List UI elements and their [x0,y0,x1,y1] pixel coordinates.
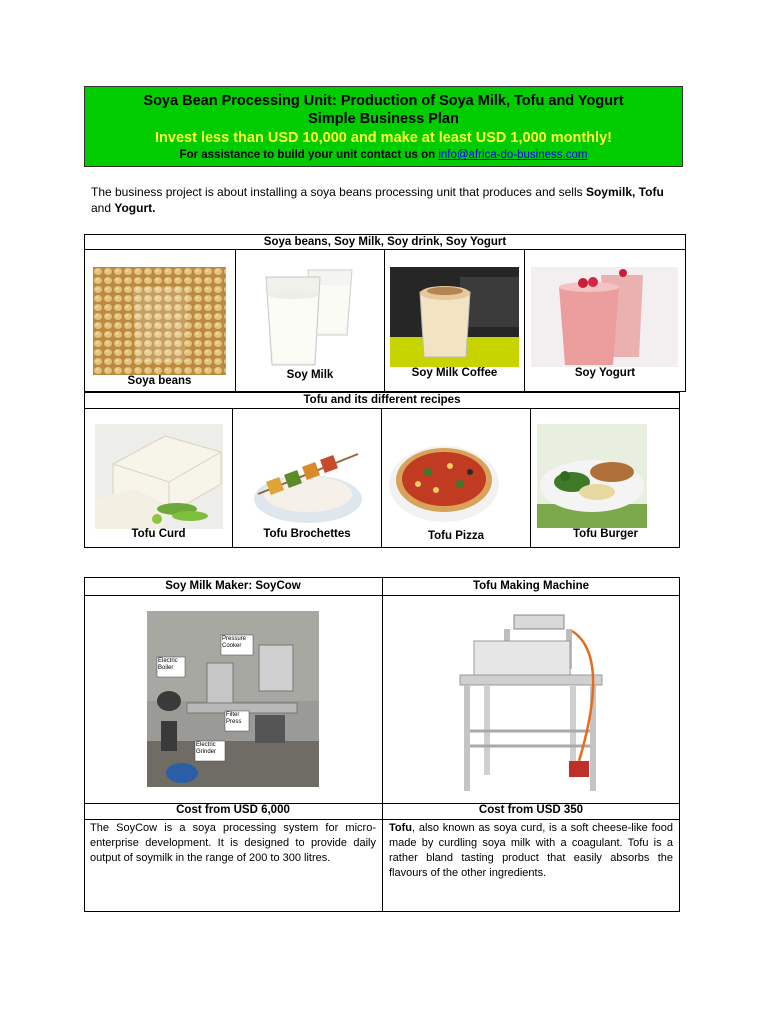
divider [84,249,686,250]
label-electric-boiler: Electric Boiler [158,658,178,671]
tofu-machine-header: Tofu Making Machine [472,580,590,592]
soy-yogurt-image [531,267,678,367]
title-banner [84,86,683,167]
tofu-machine-description: Tofu, also known as soya curd, is a soft cheese-like food made by curdling soya milk with a coagulant. Tofu is a rather bland tasting product that easily absorbs the flavours of the other ingredients. [389,822,673,879]
caption-tofu-burger: Tofu Burger [573,528,638,540]
caption-tofu-curd: Tofu Curd [131,528,186,540]
contact-email-link[interactable]: info@africa-do-business.com [438,149,588,161]
tofu-pizza-image [388,424,500,528]
divider [381,408,382,548]
banner-title: Soya Bean Processing Unit: Production of Soya Milk, Tofu and Yogurt [143,93,624,109]
banner-subtitle: Simple Business Plan [308,111,459,127]
tofu-recipes-header: Tofu and its different recipes [303,394,461,406]
caption-soy-yogurt: Soy Yogurt [574,367,636,379]
caption-soy-milk-coffee: Soy Milk Coffee [411,367,498,379]
soycow-header: Soy Milk Maker: SoyCow [165,580,301,592]
label-filter-press: Filter Press [226,712,242,725]
label-pressure-cooker: Pressure Cooker [222,636,247,649]
banner-tagline: Invest less than USD 10,000 and make at least USD 1,000 monthly! [155,130,612,146]
soy-milk-coffee-image [390,267,519,367]
divider [382,577,383,912]
label-electric-grinder: Electric Grinder [196,742,217,755]
tofu-machine-image [454,611,606,801]
soycow-image [147,611,319,787]
tofu-brochettes-image [253,424,363,528]
soy-milk-image [258,265,358,370]
caption-soy-milk: Soy Milk [286,369,334,381]
divider [84,408,680,409]
caption-tofu-brochettes: Tofu Brochettes [263,528,351,540]
products-header: Soya beans, Soy Milk, Soy drink, Soy Yogurt [263,236,507,248]
caption-tofu-pizza: Tofu Pizza [427,530,484,542]
soya-beans-image [93,267,226,375]
soycow-description: The SoyCow is a soya processing system for micro-enterprise development. It is designed to provide daily output of soymilk in the range of 200 to 300 litres. [90,822,376,864]
banner-contact: For assistance to build your unit contact us on info@africa-do-business.com [179,149,588,161]
tofu-machine-cost: Cost from USD 350 [478,804,584,816]
soycow-cost: Cost from USD 6,000 [176,804,290,816]
tofu-burger-image [537,424,647,528]
divider [530,408,531,548]
intro-paragraph: The business project is about installing a soya beans processing unit that produces and sells Soymilk, Tofu and Yogurt. [91,185,664,215]
caption-soya-beans: Soya beans [127,375,192,387]
tofu-curd-image [95,424,223,529]
divider [232,408,233,548]
